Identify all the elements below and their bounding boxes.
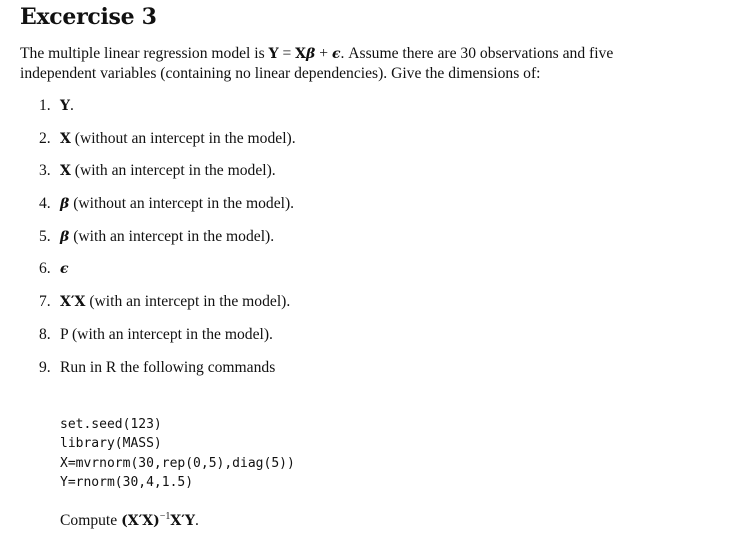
item-number: 2. [39, 129, 51, 147]
eq-x: X [295, 46, 307, 62]
list-item [39, 161, 296, 194]
item-symbol: β [60, 196, 70, 213]
item-symbol: Y [60, 98, 70, 114]
eq-plus: + [315, 45, 332, 62]
intro-line-2: independent variables (containing no linear dependencies). Give the dimensions of: [20, 65, 541, 82]
code-line: library(MASS) [60, 436, 162, 452]
item-number: 1. [39, 97, 51, 114]
eq-epsilon: ϵ [331, 46, 341, 62]
item-symbol: X [60, 130, 71, 147]
item-symbol: X [60, 163, 71, 180]
eq-y: Y [268, 46, 279, 62]
item-text: (with an intercept in the model). [70, 162, 276, 180]
item-number: 8. [39, 325, 51, 343]
item-symbol: X′X [60, 294, 86, 311]
compute-prefix: Compute [60, 512, 122, 529]
list-item [39, 259, 296, 292]
list-item [39, 129, 296, 162]
item-text: (without an intercept in the model). [70, 129, 296, 147]
item-number: 4. [39, 195, 51, 213]
code-line: set.seed(123) [60, 417, 162, 432]
compute-inverse-sup: −1 [159, 511, 171, 522]
code-line: X=mvrnorm(30,rep(0,5),diag(5)) [60, 455, 295, 471]
eq-equals: = [278, 45, 296, 62]
item-text: (with an intercept in the model). [68, 325, 273, 343]
item-text: . [70, 97, 74, 114]
code-line: Y=rnorm(30,4,1.5) [60, 474, 194, 490]
item-text: (with an intercept in the model). [85, 293, 291, 311]
item-number: 6. [39, 260, 51, 278]
question-list [39, 96, 296, 390]
compute-expr-b: X′Y [170, 513, 195, 529]
item-text: (without an intercept in the model). [69, 195, 295, 213]
list-item [39, 325, 296, 358]
intro-line-1 [20, 44, 720, 64]
intro-paragraph [20, 44, 720, 83]
compute-expr-a: (X′X) [121, 513, 160, 529]
item-text: Run in R the following commands [60, 358, 276, 376]
item-number: 3. [39, 162, 51, 180]
item-number: 9. [39, 358, 51, 376]
item-number: 5. [39, 227, 51, 245]
compute-suffix: . [194, 512, 199, 529]
list-item [39, 194, 296, 227]
item-symbol: β [60, 228, 70, 245]
list-item [39, 292, 296, 325]
exercise-title: Excercise 3 [20, 4, 157, 30]
item-symbol: P [60, 325, 69, 343]
compute-instruction [60, 511, 199, 530]
item-text: (with an intercept in the model). [69, 227, 275, 245]
eq-beta: β [306, 46, 316, 62]
list-item [39, 96, 296, 129]
item-symbol: ϵ [60, 261, 69, 278]
r-code-block [60, 415, 295, 492]
intro-text-start: The multiple linear regression model is [20, 45, 269, 62]
intro-text-end: . Assume there are 30 observations and five [340, 45, 614, 62]
list-item [39, 227, 296, 260]
list-item [39, 358, 296, 391]
item-number: 7. [39, 293, 51, 311]
